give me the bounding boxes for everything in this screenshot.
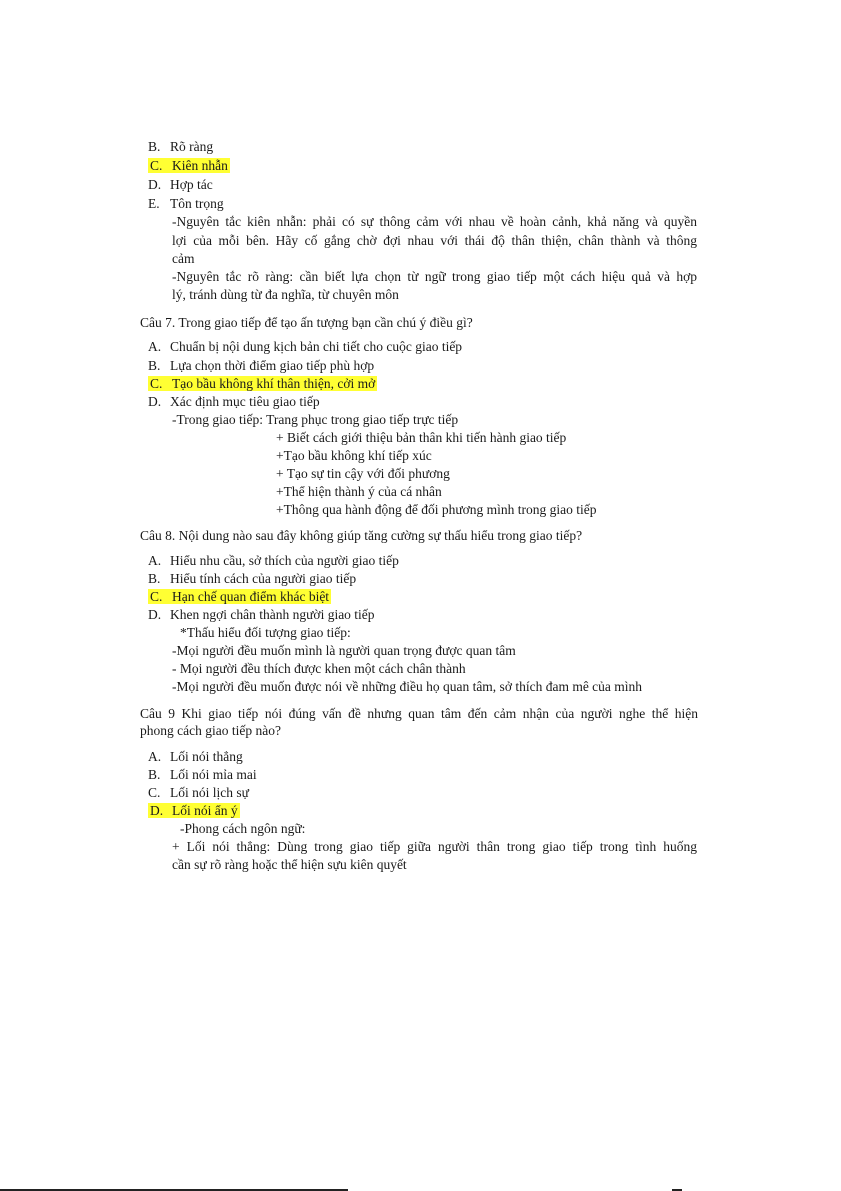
option-text: Hiểu nhu cầu, sở thích của người giao tiếp	[170, 553, 399, 568]
q6-option-d	[148, 176, 213, 193]
option-text: Lựa chọn thời điểm giao tiếp phù hợp	[170, 358, 375, 373]
q7-explanation-line: + Tạo sự tin cậy với đối phương	[276, 466, 450, 481]
option-text: Lối nói thẳng	[170, 749, 243, 764]
option-letter: B.	[148, 139, 161, 154]
q9-option-c	[148, 784, 249, 801]
q8-option-b	[148, 570, 356, 587]
q8-explanation-line: *Thấu hiểu đối tượng giao tiếp:	[180, 625, 351, 640]
q6-explanation-line: -Nguyên tắc rõ ràng: cần biết lựa chọn từ ngữ trong giao tiếp một cách hiệu quả và hợp	[172, 269, 697, 284]
option-letter: E.	[148, 196, 160, 211]
option-text: Rõ ràng	[170, 139, 214, 154]
q8-option-d	[148, 606, 375, 623]
q8-explanation-line: -Mọi người đều muốn được nói về những điều họ quan tâm, sở thích đam mê của mình	[172, 679, 643, 694]
option-letter: A.	[148, 749, 162, 764]
q7-explanation-line: + Biết cách giới thiệu bản thân khi tiến hành giao tiếp	[276, 430, 567, 445]
option-letter: C.	[148, 785, 161, 800]
option-letter: D.	[150, 803, 164, 818]
option-text: Hiểu tính cách của người giao tiếp	[170, 571, 357, 586]
q8-explanation-line: -Mọi người đều muốn mình là người quan trọng được quan tâm	[172, 643, 516, 658]
option-text: Lối nói ẩn ý	[172, 803, 238, 818]
q6-option-c-answer	[148, 157, 230, 174]
q6-explanation-line: -Nguyên tắc kiên nhẫn: phải có sự thông cảm với nhau về hoàn cảnh, khả năng và quyền	[172, 214, 697, 229]
option-text: Lối nói lịch sự	[170, 785, 249, 800]
option-letter: D.	[148, 177, 162, 192]
q6-explanation-line: cảm	[172, 251, 195, 266]
q9-option-d-answer	[148, 802, 240, 819]
option-letter: B.	[148, 358, 161, 373]
q8-option-a	[148, 552, 399, 569]
option-letter: D.	[148, 394, 162, 409]
q7-explanation-line: +Tạo bầu không khí tiếp xúc	[276, 448, 432, 463]
q9-explanation-line: -Phong cách ngôn ngữ:	[180, 821, 306, 836]
q8-explanation-line: - Mọi người đều thích được khen một cách chân thành	[172, 661, 466, 676]
q7-option-a	[148, 338, 462, 355]
q6-option-e	[148, 195, 224, 212]
option-text: Xác định mục tiêu giao tiếp	[170, 394, 320, 409]
q9-option-b	[148, 766, 257, 783]
option-letter: C.	[150, 158, 163, 173]
q8-option-c-answer	[148, 588, 331, 605]
option-text: Hợp tác	[170, 177, 213, 192]
q7-option-c-answer	[148, 375, 377, 392]
option-letter: B.	[148, 767, 161, 782]
option-letter: A.	[148, 339, 162, 354]
option-text: Lối nói mỉa mai	[170, 767, 257, 782]
q6-explanation-line: lợi của mỗi bên. Hãy cố gắng chờ đợi nhau với thái độ thân thiện, chân thành và thông	[172, 233, 697, 248]
option-text: Kiên nhẫn	[172, 158, 228, 173]
q6-option-b	[148, 138, 213, 155]
option-letter: C.	[150, 376, 163, 391]
q7-question: Câu 7. Trong giao tiếp để tạo ấn tượng bạn cần chú ý điều gì?	[140, 315, 473, 330]
q9-explanation-line: cần sự rõ ràng hoặc thể hiện sựu kiên quyết	[172, 857, 407, 872]
q7-explanation-line: +Thể hiện thành ý của cá nhân	[276, 484, 442, 499]
option-text: Tạo bầu không khí thân thiện, cởi mở	[172, 376, 376, 391]
q7-option-b	[148, 357, 374, 374]
q9-question-line: phong cách giao tiếp nào?	[140, 723, 281, 738]
option-text: Khen ngợi chân thành người giao tiếp	[170, 607, 375, 622]
option-letter: C.	[150, 589, 163, 604]
option-letter: A.	[148, 553, 162, 568]
q9-explanation-line: + Lối nói thẳng: Dùng trong giao tiếp giữa người thân trong giao tiếp trong tình huống	[172, 839, 697, 854]
option-text: Hạn chế quan điểm khác biệt	[172, 589, 330, 604]
q9-option-a	[148, 748, 243, 765]
option-letter: D.	[148, 607, 162, 622]
q7-explanation-line: -Trong giao tiếp: Trang phục trong giao tiếp trực tiếp	[172, 412, 459, 427]
q7-explanation-line: +Thông qua hành động để đối phương mình trong giao tiếp	[276, 502, 597, 517]
q7-option-d	[148, 393, 320, 410]
q8-question: Câu 8. Nội dung nào sau đây không giúp tăng cường sự thấu hiểu trong giao tiếp?	[140, 528, 583, 543]
option-text: Chuẩn bị nội dung kịch bản chi tiết cho cuộc giao tiếp	[170, 339, 463, 354]
option-letter: B.	[148, 571, 161, 586]
q6-explanation-line: lý, tránh dùng từ đa nghĩa, từ chuyên môn	[172, 287, 399, 302]
option-text: Tôn trọng	[170, 196, 224, 211]
q9-question-line: Câu 9 Khi giao tiếp nói đúng vấn đề nhưng quan tâm đến cảm nhận của người nghe thể hiện	[140, 706, 698, 721]
